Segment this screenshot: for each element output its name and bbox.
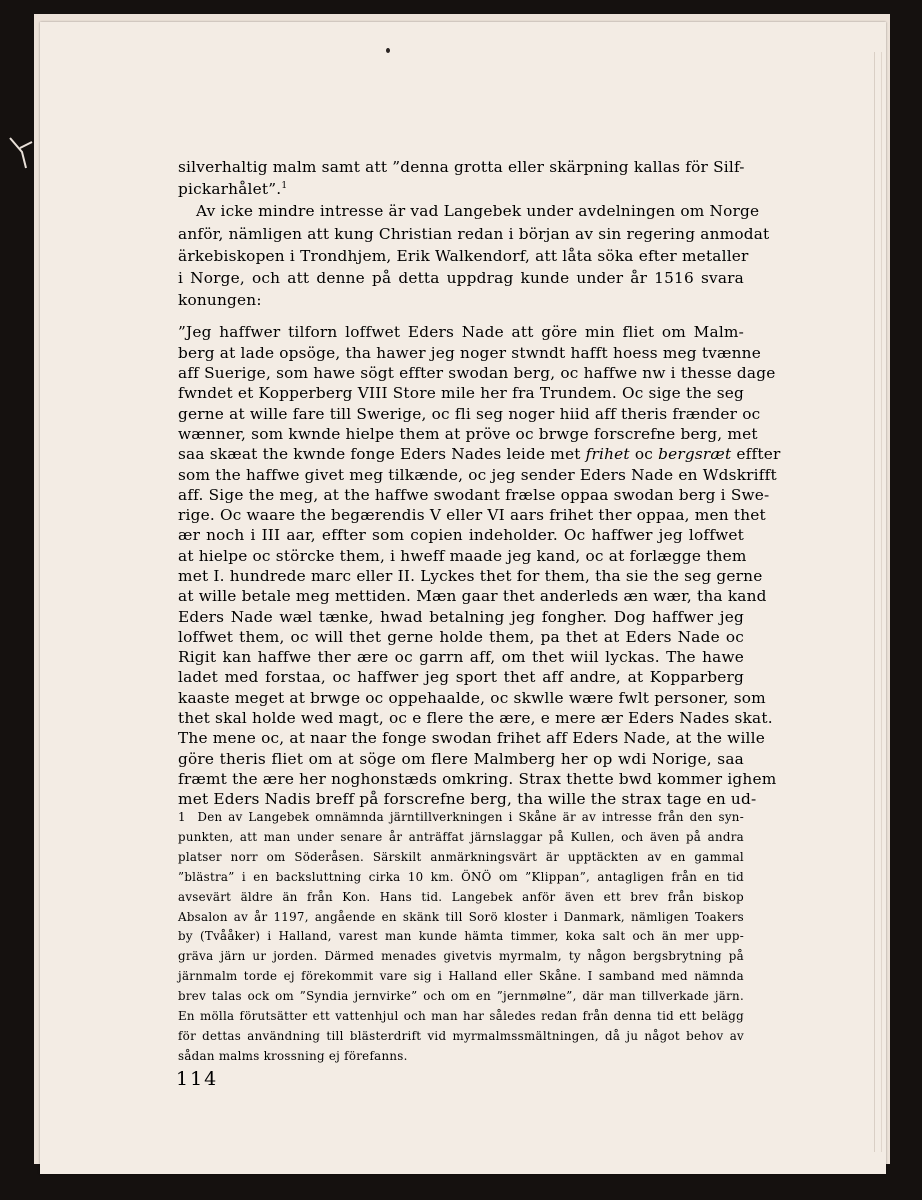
paragraph-2 [178,200,770,311]
text-line: kaaste meget at brwge oc oppehaalde, oc skwlle wære fwlt personer, som [178,688,766,707]
text-line: ärkebiskopen i Trondhjem, Erik Walkendorf, att låta söka efter metaller [178,246,749,265]
text-line: anför, nämligen att kung Christian redan i början av sin regering anmodat [178,224,770,243]
footnote-line: ”blästra” i en backsluttning cirka 10 km. ÖNÖ om ”Klippan”, antagligen från en tid [178,869,744,884]
italic-term-bergsraet: bergsræt [658,445,732,464]
text-line: The mene oc, at naar the fonge swodan frihet aff Eders Nade, at the wille [178,729,765,748]
footnote-line: by (Tvååker) i Halland, varest man kunde hämta timmer, koka salt och än mer upp- [178,929,744,944]
text-line: loffwet them, oc will thet gerne holde them, pa thet at Eders Nade oc [178,627,744,646]
footnote-line: järnmalm torde ej förekommit vare sig i Halland eller Skåne. I samband med nämnda [178,969,744,984]
text-line: som the haffwe givet meg tilkænde, oc jeg sender Eders Nade en Wdskrifft [178,465,777,484]
footnote-line: brev talas ock om ”Syndia jernvirke” och om en ”jernmølne”, där man tillverkade järn. [178,989,744,1004]
text-line: fwndet et Kopperberg VIII Store mile her fra Trundem. Oc sige the seg [178,384,744,403]
text-line: met Eders Nadis breff på forscrefne berg, tha wille the strax tage en ud- [178,790,757,809]
text-line: aff. Sige the meg, at the haffwe swodant frælse oppaa swodan berg i Swe- [178,485,770,504]
footnote-line: platser norr om Söderåsen. Särskilt anmärkningsvärt är upptäckten av en gammal [178,849,744,864]
footnote-block [178,808,744,1067]
text-line: i Norge, och att denne på detta uppdrag kunde under år 1516 svara [178,269,744,288]
text-span: pickarhålet”. [178,180,282,199]
text-line: göre theris fliet om at söge om flere Malmberg her op wdi Norige, saa [178,749,744,768]
text-line: konungen: [178,291,262,310]
text-line: wænner, som kwnde hielpe them at pröve oc brwge forscrefne berg, met [178,424,758,443]
binding-dot [386,48,390,53]
text-line: rige. Oc waare the begærendis V eller VI aars frihet ther oppaa, men thet [178,506,766,525]
text-line: silverhaltig malm samt att ”denna grotta eller skärpning kallas för Silf- [178,158,745,176]
italic-term-frihet: frihet [585,445,630,464]
clip-mark-icon [8,134,36,174]
text-span: oc [629,445,659,464]
text-line: at wille betale meg mettiden. Mæn gaar thet anderleds æn wær, tha kand [178,587,767,606]
paragraph-1 [178,156,744,200]
text-line: gerne at wille fare till Swerige, oc fli seg noger hiid aff theris frænder oc [178,404,761,423]
quoted-letter [178,322,781,809]
text-span: Den av Langebek omnämnda järntillverkningen i Skåne är av intresse från den syn- [197,810,744,824]
text-line: fræmt the ære her noghonstæds omkring. Strax thette bwd kommer ighem [178,769,777,788]
footnote-line: punkten, att man under senare år anträffat järnslaggar på Kullen, och även på andra [178,829,744,844]
footnote-ref[interactable]: 1 [281,181,288,192]
text-line: ”Jeg haffwer tilforn loffwet Eders Nade att göre min fliet om Malm- [178,323,744,342]
text-line: aff Suerige, som hawe sögt effter swodan berg, oc haffwe nw i thesse dage [178,364,776,383]
text-line: ær noch i III aar, effter som copien indeholder. Oc haffwer jeg loffwet [178,526,744,545]
page-edge [874,52,882,1152]
text-line: Av icke mindre intresse är vad Langebek under avdelningen om Norge [196,202,760,221]
text-line: berg at lade opsöge, tha hawer jeg noger stwndt hafft hoess meg tvænne [178,343,761,362]
text-line: Eders Nade wæl tænke, hwad betalning jeg fongher. Dog haffwer jeg [178,607,744,626]
page-number: 114 [176,1068,219,1090]
footnote-line: avsevärt äldre än från Kon. Hans tid. Langebek anför även ett brev från biskop [178,889,744,904]
text-line-italic-mix [178,444,781,464]
text-span: effter [731,445,781,464]
text-line [178,178,744,200]
text-line: thet skal holde wed magt, oc e flere the ære, e mere ær Eders Nades skat. [178,709,773,728]
footnote-line: gräva järn ur jorden. Därmed menades givetvis myrmalm, ty någon bergsbrytning på [178,949,744,964]
text-span: saa skæat the kwnde fonge Eders Nades leide met [178,445,586,464]
footnote-line: för dettas användning till blästerdrift vid myrmalmssmältningen, då ju något behov av [178,1028,744,1043]
footnote-line: En mölla förutsätter ett vattenhjul och man har således redan från denna tid ett belägg [178,1009,744,1024]
text-line: Rigit kan haffwe ther ære oc garrn aff, om thet wiil lyckas. The hawe [178,648,744,667]
text-line: ladet med forstaa, oc haffwer jeg sport thet aff andre, at Kopparberg [178,668,744,687]
text-line: at hielpe oc störcke them, i hweff maade jeg kand, oc at forlægge them [178,546,747,565]
footnote-line: Absalon av år 1197, angående en skänk till Sorö kloster i Danmark, nämligen Toakers [178,909,744,924]
footnote-line [178,808,744,828]
text-line: met I. hundrede marc eller II. Lyckes thet for them, tha sie the seg gerne [178,566,763,585]
footnote-number: 1 [178,810,186,824]
footnote-line: sådan malms krossning ej förefanns. [178,1048,408,1063]
main-text [178,156,781,810]
